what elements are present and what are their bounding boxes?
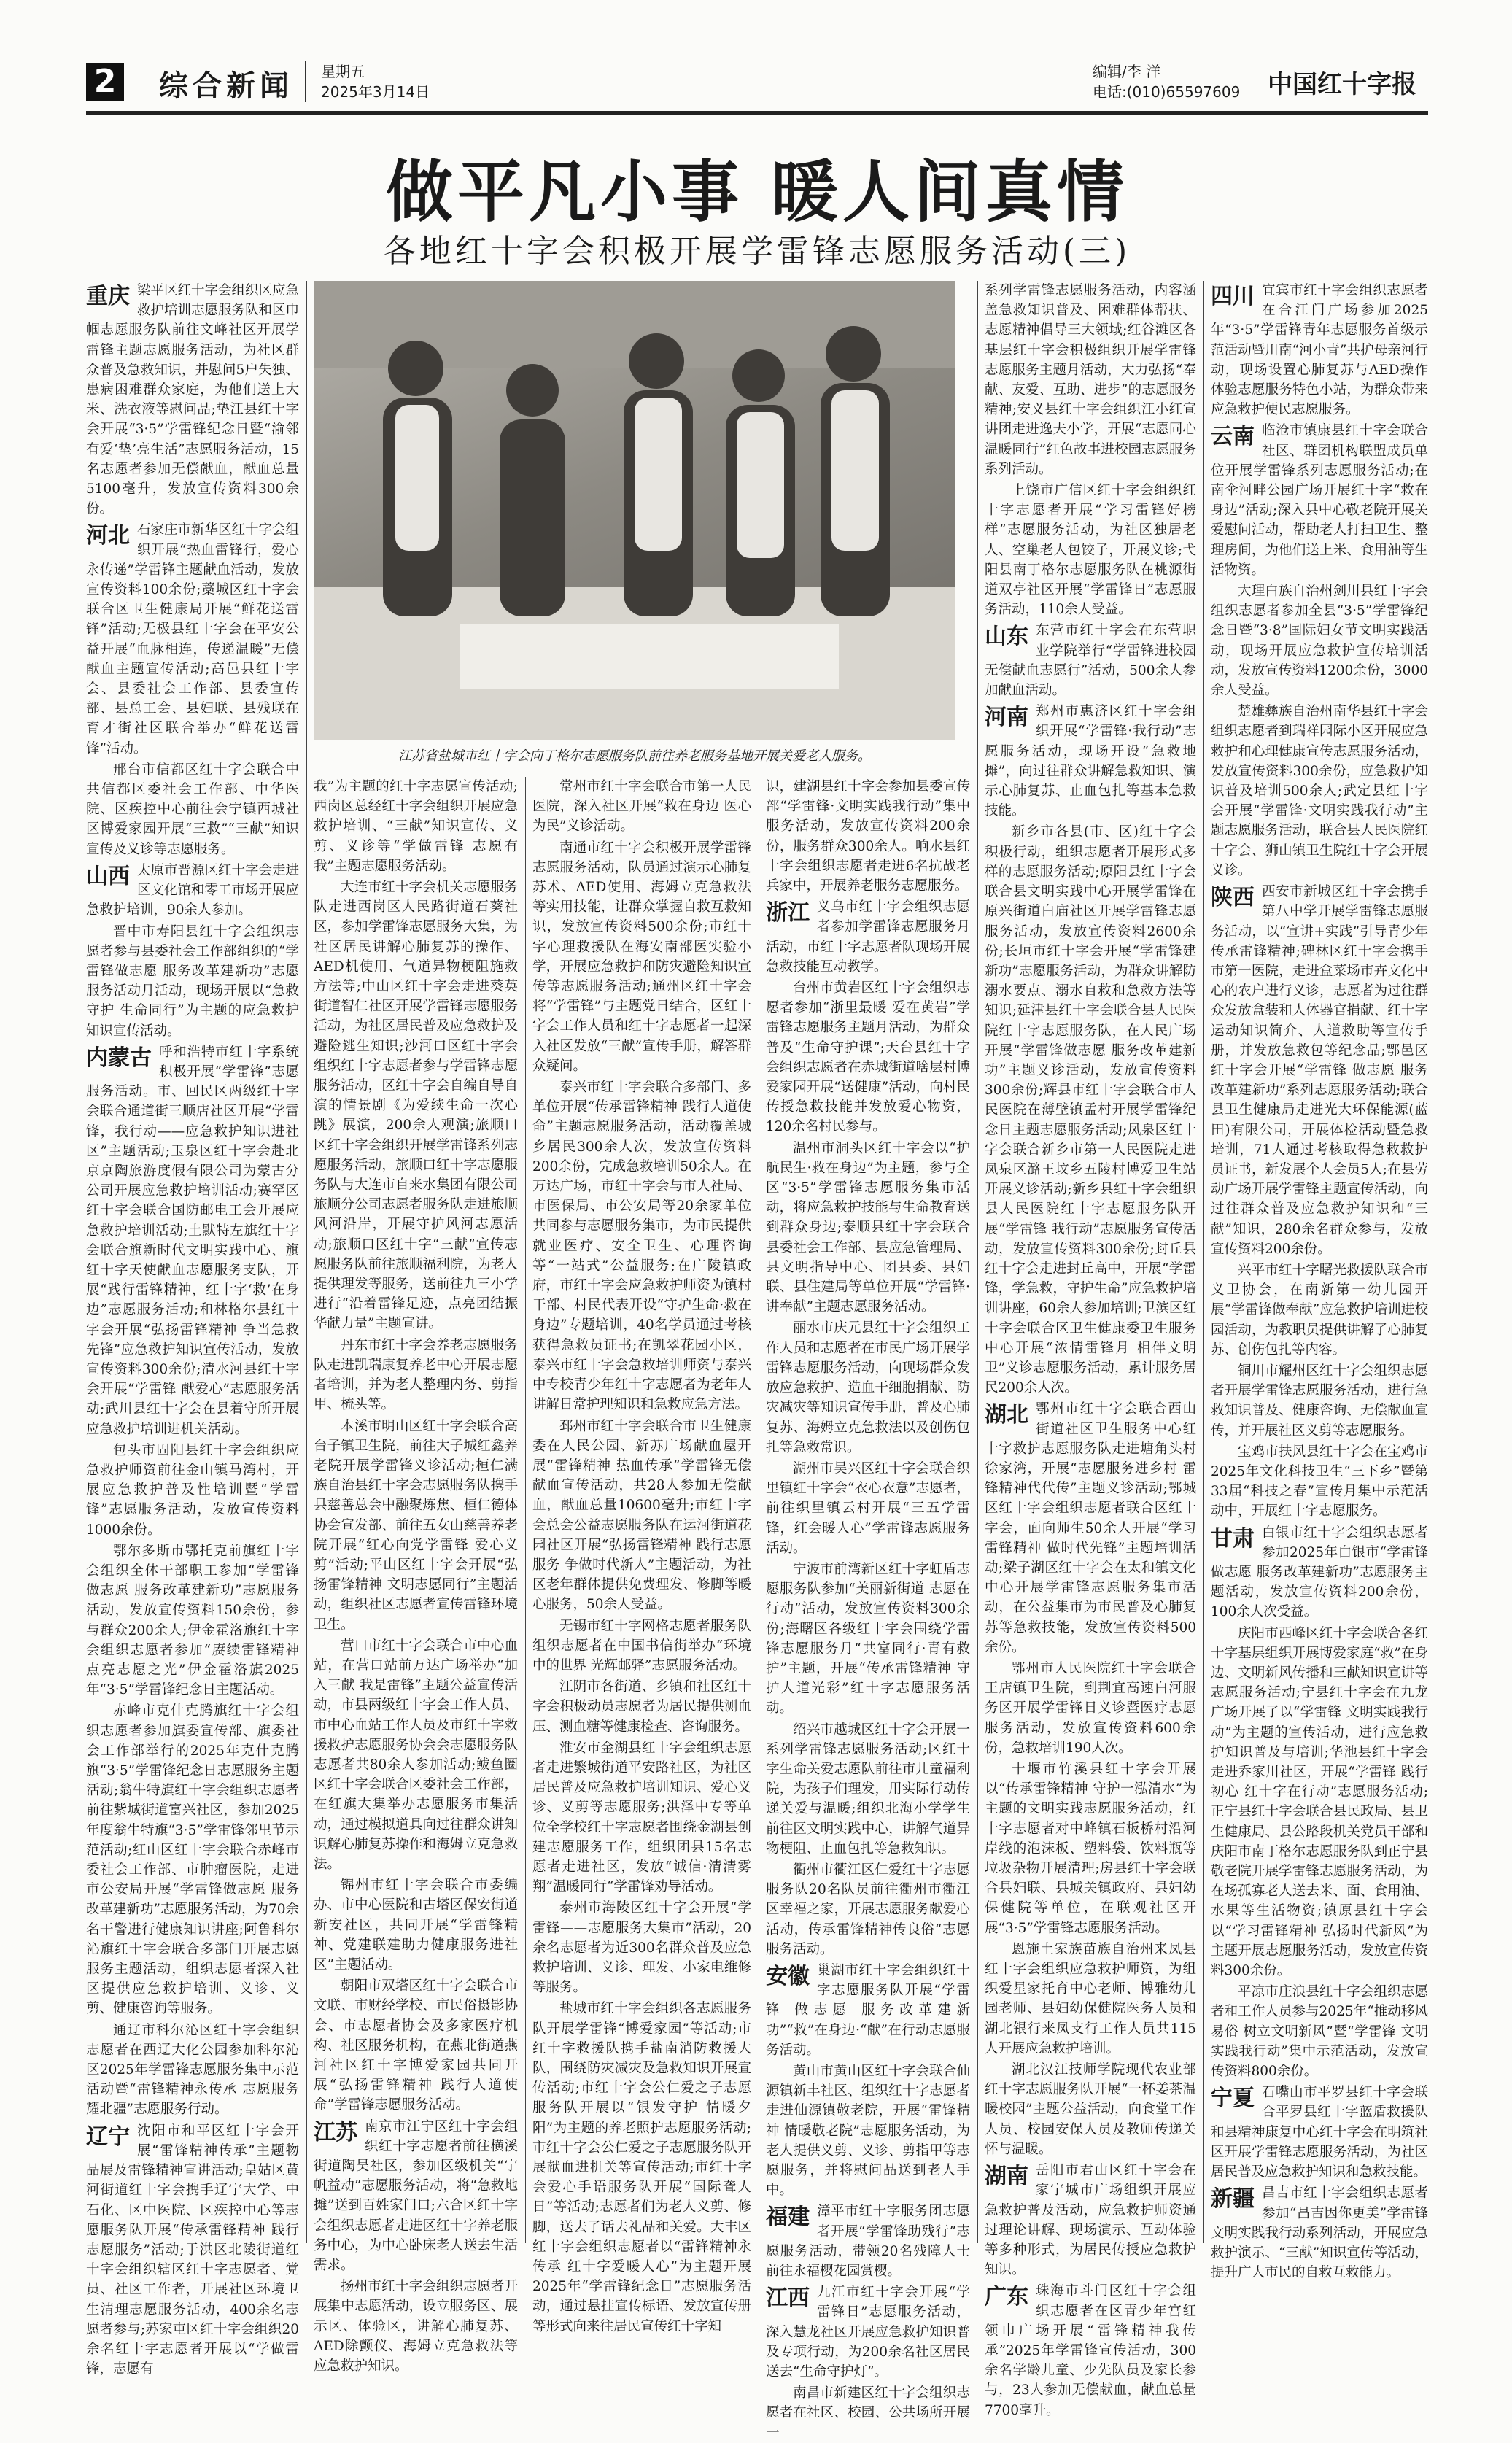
date-block <box>305 61 430 102</box>
region-neimenggu: 内蒙古 <box>86 1045 152 1071</box>
region-yunnan: 云南 <box>1211 424 1255 450</box>
phone: 电话:(010)65597609 <box>1093 83 1241 101</box>
region-chongqing: 重庆 <box>86 284 130 309</box>
region-shanxi: 山西 <box>86 863 130 889</box>
editor-block <box>1093 61 1240 102</box>
newspaper-brand: 中国红十字报 <box>1268 70 1416 99</box>
subheadline: 各地红十字会积极开展学雷锋志愿服务活动(三) <box>383 233 1131 270</box>
region-jiangxi: 江西 <box>766 2285 810 2312</box>
column-rule <box>1203 281 1204 2243</box>
editor: 编辑/李 洋 <box>1093 63 1161 80</box>
region-guangdong: 广东 <box>985 2284 1028 2310</box>
column-4: 识，建湖县红十字会参加县委宣传部“学雷锋·文明实践我行动”集中服务活动，发放宣传资料200余份，服务群众300余人。响水县红十字会组织志愿者走进6名抗战老兵家中，开展养老服务志愿服务。 浙江 义乌市红十字会组织志愿者参加学雷锋志愿服务月活动，市红十字志愿者队现场开展急救技能互动教学。 台州市黄岩区红十字会组织志愿者参加“浙里最暖 爱在黄岩”学雷锋志愿服务主题月活动，为群众普及“生命守护课”;天台县红十字会组织志愿者在赤城街道啥层村博爱家园开展“送健康”活动，向村民传授急救技能并发放爱心物资，120余名村民参与。 温州市洞头区红十字会以“护航民生·救在身边”为主题，参与全区“3·5”学雷锋志愿服务集市活动，将应急救护技能与生命教育送到群众身边;泰顺县红十字会联合县委社会工作部、县应急管理局、县文明指导中心、团县委、县妇联、县住建局等单位开展“学雷锋·讲奉献”主题志愿服务活动。 丽水市庆元县红十字会组织工作人员和志愿者在市民广场开展学雷锋志愿服务活动，向现场群众发放应急救护、造血干细胞捐献、防灾减灾等知识宣传手册，普及心肺复苏、海姆立克急救法以及创伤包扎等急救常识。 湖州市吴兴区红十字会联合织里镇红十字会“衣心衣意”志愿者，前往织里镇云村开展“三五学雷锋，红会暖人心”学雷锋志愿服务活动。 宁波市前湾新区红十字虹盾志愿服务队参加“美丽新街道 志愿在行动”活动，发放宣传资料300余份;海曙区各级红十字会围绕学雷锋志愿服务月“共富同行·青有救护”主题，开展“传承雷锋精神 守护人道光彩”红十字志愿服务活动。 绍兴市越城区红十字会开展一系列学雷锋志愿服务活动;区红十字生命关爱志愿队前往市儿童福利院，为孩子们理发，用实际行动传递关爱与温暖;组织北海小学学生前往区文明实践中心，讲解气道异物梗阻、止血包扎等急救知识。 衢州市衢江区仁爱红十字志愿服务队20名队员前往衢州市衢江区幸福之家，开展志愿服务献爱心活动，传承雷锋精神传良俗“志愿服务活动。 安徽 巢湖市红十字会组织红十字志愿服务队开展“学雷锋 做志愿 服务改革建新功”“救”在身边·“献”在行动志愿服务活动。 黄山市黄山区红十字会联合仙源镇新丰社区、组织红十字志愿者走进仙源镇敬老院，开展“雷锋精神 情暖敬老院”志愿服务活动，为老人提供义剪、义诊、剪指甲等志愿服务，并将慰问品送到老人手中。 福建 漳平市红十字服务团志愿者开展“学雷锋助残行”志愿服务活动，带领20名残障人士前往永福樱花园赏樱。 江西 九江市红十字会开展“学雷锋日”志愿服务活动，深入慧龙社区开展应急救护知识普及专项行动，为200余名社区居民送去“生命守护灯”。 南昌市新建区红十字会组织志愿者在社区、校园、公共场所开展一 <box>766 779 970 2441</box>
region-zhejiang: 浙江 <box>766 900 810 926</box>
photo-illustration <box>314 281 955 740</box>
region-hebei: 河北 <box>86 523 130 549</box>
header-rule <box>86 111 1428 115</box>
region-xinjiang: 新疆 <box>1211 2186 1255 2212</box>
column-rule <box>977 281 978 2243</box>
column-2: 我”为主题的红十字志愿宣传活动;西岗区总经红十字会组织开展应急救护培训、“三献”知识宣传、义剪、义诊等“学做雷锋 志愿有我”主题志愿服务活动。 大连市红十字会机关志愿服务队走进西岗区人民路街道石葵社区，参加学雷锋志愿服务大集，为社区居民讲解心肺复苏的操作、AED机使用、气道异物梗阻施救方法等;中山区红十字会走进葵英街道智仁社区开展学雷锋志愿服务活动，为社区居民普及应急救护及避险逃生知识;沙河口区红十字会组织红十字志愿者参与学雷锋志愿服务活动，区红十字会自编自导自演的情景剧《为爱续生命一次心跳》展演，200余人观演;旅顺口区红十字会组织开展学雷锋系列志愿服务活动，旅顺口红十字志愿服务队与大连市自来水集团有限公司旅顺分公司志愿者服务队走进旅顺风河沿岸，开展守护风河志愿活动;旅顺口区红十字“三献”宣传志愿服务队前往旅顺福利院，为老人提供理发等服务，送前往九三小学进行“沿着雷锋足迹，点亮团结振华献力量”主题宣讲。 丹东市红十字会养老志愿服务队走进凯瑞康复养老中心开展志愿者培训，并为老人整理内务、剪指甲、梳头等。 本溪市明山区红十字会联合高台子镇卫生院，前往大子城红鑫养老院开展学雷锋义诊活动;桓仁满族自治县红十字会志愿服务队携手县慈善总会中融聚炼焦、桓仁德体协会宣发部、前往五女山慈善养老院开展“红心向党学雷锋 爱心义剪”活动;平山区红十字会开展“弘扬雷锋精神 文明志愿同行”主题活动，组织社区志愿者宣传雷锋环境卫生。 营口市红十字会联合市中心血站，在营口站前万达广场举办“加入三献 我是雷锋”主题公益宣传活动，市县两级红十字会工作人员、市中心血站工作人员及市红十字救援救护志愿服务协会会志愿服务队志愿者共80余人参加活动;鲅鱼圈区红十字会联合区委社会工作部，在红旗大集举办志愿服务市集活动，通过模拟道具向过往群众讲知识解心肺复苏操作和海姆立克急救法。 锦州市红十字会联合市委编办、市中心医院和古塔区保安街道新安社区，共同开展“学雷锋精神、党建联建助力健康服务进社区”主题活动。 朝阳市双塔区红十字会联合市文联、市财经学校、市民俗摄影协会、市志愿者协会及多家医疗机构、社区服务机构，在燕北街道燕河社区红十字博爱家园共同开展“弘扬雷锋精神 践行人道使命”学雷锋志愿服务活动。 江苏 南京市江宁区红十字会组织红十字志愿者前往横溪街道陶吴社区，参加区级机关“宁帆益动”志愿服务活动，将“急救地摊”送到百姓家门口;六合区红十字会组织志愿者走进区红十字养老服务中心，为中心卧床老人送去生活需求。 扬州市红十字会组织志愿者开展集中志愿活动，设立服务区、展示区、体验区，讲解心肺复苏、AED除颤仪、海姆立克急救法等应急救护知识。 <box>314 779 518 2374</box>
region-henan: 河南 <box>985 705 1028 731</box>
weekday: 星期五 <box>321 63 365 80</box>
region-gansu: 甘肃 <box>1211 1525 1255 1552</box>
region-fujian: 福建 <box>766 2204 810 2231</box>
column-rule <box>525 777 526 2243</box>
region-sichuan: 四川 <box>1211 284 1255 309</box>
column-rule <box>306 281 307 2243</box>
region-shandong: 山东 <box>985 624 1028 650</box>
page-header <box>86 58 1428 109</box>
region-ningxia: 宁夏 <box>1211 2086 1255 2112</box>
column-1: 重庆 梁平区红十字会组织区应急救护培训志愿服务队和区巾帼志愿服务队前往文峰社区开展学雷锋主题志愿服务活动，为社区群众普及急救知识，并慰问5户失独、患病困难群众家庭，为他们送上大米、洗衣液等慰问品;垫江县红十字会开展“3·5”学雷锋纪念日暨“渝邻有爱‘垫’亮生活”志愿服务活动，15名志愿者参加无偿献血，献血总量5100毫升，发放宣传资料300余份。 河北 石家庄市新华区红十字会组织开展“热血雷锋行，爱心永传递”学雷锋主题献血活动，发放宣传资料100余份;藁城区红十字会联合区卫生健康局开展“鲜花送雷锋”活动;无极县红十字会在平安公益开展“血脉相连，传递温暖”无偿献血主题宣传活动;高邑县红十字会、县委社会工作部、县委宣传部、县总工会、县妇联、县残联在育才街社区联合举办“鲜花送雷锋”活动。 邢台市信都区红十字会联合中共信都区委社会工作部、中华医院、区疾控中心前往会宁镇西城社区博爱家园开展“三救”“三献”知识宣传及义诊等志愿服务。 山西 太原市晋源区红十字会走进区文化馆和零工市场开展应急救护培训，90余人参加。 晋中市寿阳县红十字会组织志愿者参与县委社会工作部组织的“学雷锋做志愿 服务改革建新功”志愿服务活动月活动，现场开展以“急救守护 生命同行”为主题的应急救护知识宣传活动。 内蒙古 呼和浩特市红十字系统积极开展“学雷锋”志愿服务活动。市、回民区两级红十字会联合通道街三顺店社区开展“学雷锋，我行动——应急救护知识进社区”主题活动;玉泉区红十字会赴北京京陶旅游度假有限公司为蒙古分公司开展应急救护培训活动;赛罕区红十字会联合国防邮电工会开展应急救护培训活动;土默特左旗红十字会联合旗新时代文明实践中心、旗红十字天使献血志愿服务支队，开展“践行雷锋精神，红十字‘救’在身边”志愿服务活动;和林格尔县红十字会开展“弘扬雷锋精神 争当急救先锋”应急救护知识宣传活动，发放宣传资料300余份;清水河县红十字会开展“学雷锋 献爱心”志愿服务活动;武川县红十字会在县着守所开展应急救护培训进机关活动。 包头市固阳县红十字会组织应急救护师资前往金山镇马湾村，开展应急救护普及性培训暨“学雷锋”志愿服务活动，发放宣传资料1000余份。 鄂尔多斯市鄂托克前旗红十字会组织全体干部职工参加“学雷锋 做志愿 服务改革建新功”志愿服务活动，发放宣传资料150余份，参与群众200余人;伊金霍洛旗红十字会组织志愿者参加“赓续雷锋精神 点亮志愿之光”伊金霍洛旗2025年“3·5”学雷锋纪念日主题活动。 赤峰市克什克腾旗红十字会组织志愿者参加旗委宣传部、旗委社会工作部举行的2025年克什克腾旗“3·5”学雷锋纪念日志愿服务主题活动;翁牛特旗红十字会组织志愿者前往紫城街道富兴社区，参加2025年度翁牛特旗“3·5”学雷锋邻里节示范活动;红山区红十字会联合赤峰市委社会工作部、市肿瘤医院，走进市公安局开展“学雷锋做志愿 服务改革建新功”志愿服务活动，为70余名干警进行健康知识讲座;阿鲁科尔沁旗红十字会联合多部门开展志愿服务主题活动，组织志愿者深入社区提供应急救护培训、义诊、义剪、健康咨询等服务。 通辽市科尔沁区红十字会组织志愿者在西辽大化公园参加科尔沁区2025年学雷锋志愿服务集中示范活动暨“雷锋精神永传承 志愿服务耀北疆”志愿服务行动。 辽宁 沈阳市和平区红十字会开展“雷锋精神传承”主题物品展及雷锋精神宣讲活动;皇姑区黄河街道红十字会携手辽宁大学、中石化、区中医院、区疾控中心等志愿服务队开展“传承雷锋精神 践行志愿服务”活动;于洪区北陵街道红十字会组织辖区红十字志愿者、党员、社区工作者，开展社区环境卫生清理志愿服务活动，400余名志愿者参与;苏家屯区红十字会组织20余名红十字志愿者开展以“学做雷锋，志愿有 <box>86 283 300 2377</box>
region-shaanxi: 陕西 <box>1211 885 1255 911</box>
region-hubei: 湖北 <box>985 1402 1028 1428</box>
section-title: 综合新闻 <box>159 69 293 103</box>
region-hunan: 湖南 <box>985 2164 1028 2190</box>
photo-caption: 江苏省盐城市红十字会向丁格尔志愿服务队前往养老服务基地开展关爱老人服务。 <box>398 748 871 764</box>
region-anhui: 安徽 <box>766 1963 810 1989</box>
region-jiangsu: 江苏 <box>314 2119 357 2145</box>
column-3: 常州市红十字会联合市第一人民医院，深入社区开展“救在身边 医心为民”义诊活动。 南通市红十字会积极开展学雷锋志愿服务活动，队员通过演示心肺复苏术、AED使用、海姆立克急救法等实用技能，让群众掌握自救互救知识，发放宣传资料500余份;市红十字心理救援队在海安南部医实验小学，开展应急救护和防灾避险知识宣传等志愿服务活动;通州区红十字会将“学雷锋”与主题党日结合，区红十字会工作人员和红十字志愿者一起深入社区发放“三献”宣传手册，解答群众疑问。 泰兴市红十字会联合多部门、多单位开展“传承雷锋精神 践行人道使命”主题志愿服务活动，活动覆盖城乡居民300余人次，发放宣传资料200余份，完成急救培训50余人。在万达广场，市红十字会与市人社局、市医保局、市公安局等20余家单位共同参与志愿服务集市，为市民提供就业医疗、安全卫生、心理咨询等“一站式”公益服务;在广陵镇政府，市红十字会应急救护师资为镇村干部、村民代表开设“守护生命·救在身边”专题培训，40名学员通过考核获得急救员证书;在凯翠花园小区，泰兴市红十字会急救培训师资与泰兴中专校青少年红十字志愿者为老年人讲解日常护理知识和急救应急方法。 邳州市红十字会联合市卫生健康委在人民公园、新苏广场献血屋开展“雷锋精神 热血传承”学雷锋无偿献血宣传活动，共28人参加无偿献血，献血总量10600毫升;市红十字会总会公益志愿服务队在运河街道花园社区开展“弘扬雷锋精神 践行志愿服务 争做时代新人”主题活动，为社区老年群体提供免费理发、修脚等暖心服务，50余人受益。 无锡市红十字网格志愿者服务队组织志愿者在中国书信街举办“环境中的世界 光辉邮驿”志愿服务活动。 江阴市各街道、乡镇和社区红十字会积极动员志愿者为居民提供测血压、测血糖等健康检查、咨询服务。 淮安市金湖县红十字会组织志愿者走进繁城街道平安路社区，为社区居民普及应急救护培训知识、爱心义诊、义剪等志愿服务;洪泽中专等单位全学校红十字志愿者围绕金湖县创建志愿服务工作，组织团县15名志愿者走进社区，发放“诚信·清清雾翔”温暖同行“学雷锋劝导活动。 泰州市海陵区红十字会开展“学雷锋——志愿服务大集市”活动，20余名志愿者为近300名群众普及应急救护培训、义诊、理发、小家电维修等服务。 盐城市红十字会组织各志愿服务队开展学雷锋“博爱家园”等活动;市红十字救援队携手盐南消防救援大队，围绕防灾减灾及急救知识开展宣传活动;市红十字会公仁爱之子志愿服务队开展以“银发守护 情暖夕阳”为主题的养老照护志愿服务活动;市红十字会公仁爱之子志愿服务队开展献血进机关等宣传活动;市红十字会爱心手语服务队开展“国际聋人日”等活动;志愿者们为老人义剪、修脚，送去了话去礼品和关爱。大丰区红十字会组织志愿者以“雷锋精神永传承 红十字爱暖人心”为主题开展2025年“学雷锋纪念日”志愿服务活动，通过悬挂宣传标语、发放宣传册等形式向来往居民宣传红十字知 <box>532 779 751 2334</box>
headline: 做平凡小事 暖人间真情 <box>385 152 1129 231</box>
region-liaoning: 辽宁 <box>86 2123 130 2150</box>
news-photo <box>314 281 955 740</box>
column-5: 系列学雷锋志愿服务活动，内容涵盖急救知识普及、困难群体帮扶、志愿精神倡导三大领域;红谷滩区各基层红十字会积极组织开展学雷锋志愿服务主题月活动，大力弘扬“奉献、友爱、互助、进步”的志愿服务精神;安义县红十字会组织江小红宣讲团走进逸夫小学，开展“志愿同心温暖同行”红色故事进校园志愿服务系列活动。 上饶市广信区红十字会组织红十字志愿者开展“学习雷锋好榜样”志愿服务活动，为社区独居老人、空巢老人包饺子，开展义诊;弋阳县南丁格尔志愿服务队在桃源街道双亭社区开展“学雷锋日”志愿服务活动，110余人受益。 山东 东营市红十字会在东营职业学院举行“学雷锋进校园 无偿献血志愿行”活动，500余人参加献血活动。 河南 郑州市惠济区红十字会组织开展“学雷锋·我行动”志愿服务活动，现场开设“急救地摊”，向过往群众讲解急救知识、演示心肺复苏、止血包扎等基本急救技能。 新乡市各县(市、区)红十字会积极行动，组织志愿者开展形式多样的志愿服务活动;原阳县红十字会联合县文明实践中心开展学雷锋在原兴街道白庙社区开展学雷锋志愿服务活动，发放宣传资料2600余份;长垣市红十字会开展“学雷锋建新功”志愿服务活动，为群众讲解防溺水要点、溺水自救和急救方法等知识;延津县红十字会联合县人民医院红十字志愿服务队，在人民广场开展“学雷锋做志愿 服务改革建新功”主题义诊活动，发放宣传资料300余份;辉县市红十字会联合市人民医院在薄壁镇孟村开展学雷锋纪念日主题志愿服务活动;凤泉区红十字会联合新乡市第一人民医院走进凤泉区潞王坟乡五陵村博爱卫生站开展义诊活动;新乡县红十字会组织县人民医院红十字志愿服务队开展“学雷锋 我行动”志愿服务宣传活动，发放宣传资料300余份;封丘县红十字会走进封丘高中，开展“学雷锋，学急救，守护生命”应急救护培训讲座，60余人参加培训;卫滨区红十字会联合区卫生健康委卫生服务中心开展“浓情雷锋月 相伴文明卫”义诊志愿服务活动，累计服务居民200余人次。 湖北 鄂州市红十字会联合西山街道社区卫生服务中心红十字救护志愿服务队走进塘角头村徐家湾，开展“志愿服务进乡村 雷锋精神代代传”主题义诊活动;鄂城区红十字会组织志愿者联合区红十字会，面向师生50余人开展“学习雷锋精神 做时代先锋”主题培训活动;梁子湖区红十字会在太和镇文化中心开展学雷锋志愿服务集市活动，在公益集市为市民普及心肺复苏等急救技能，发放宣传资料500余份。 鄂州市人民医院红十字会联合王店镇卫生院，到荆宜高速白河服务区开展学雷锋日义诊暨医疗志愿服务活动，发放宣传资料600余份，急救培训190人次。 十堰市竹溪县红十字会开展以“传承雷锋精神 守护一泓清水”为主题的文明实践志愿服务活动，红十字志愿者对中峰镇石板桥村沿河岸线的泡沫板、塑料袋、饮料瓶等垃圾杂物开展清理;房县红十字会联合县妇联、县城关镇政府、县妇幼保健院等单位，在联观社区开展“3·5”学雷锋志愿服务活动。 恩施土家族苗族自治州来凤县红十字会组织应急救护师资，为组织爱星家托育中心老师、博雅幼儿园老师、县妇幼保健院医务人员和湖北银行来凤支行工作人员共115人开展应急救护培训。 湖北汉江技师学院现代农业部红十字志愿服务队开展“一杯姜茶温暖校园”主题公益活动，向食堂工作人员、校园安保人员及教师传递关怀与温暖。 湖南 岳阳市君山区红十字会在家宁城市广场组织开展应急救护普及活动，应急救护师资通过理论讲解、现场演示、互动体验等多种形式，为居民传授应急救护知识。 广东 珠海市斗门区红十字会组织志愿者在区青少年宫红领巾广场开展“雷锋精神我传承”2025年学雷锋宣传活动，300余名学龄儿童、少先队员及家长参与，23人参加无偿献血，献血总量7700毫升。 <box>985 283 1196 2418</box>
issue-date: 2025年3月14日 <box>321 83 430 101</box>
column-6: 四川 宜宾市红十字会组织志愿者在合江门广场参加2025年“3·5”学雷锋青年志愿服务首级示范活动暨川南“河小青”共护母亲河行动，现场设置心肺复苏与AED操作体验志愿服务特色小站，为群众带来应急救护便民志愿服务。 云南 临沧市镇康县红十字会联合社区、群团机构联盟成员单位开展学雷锋系列志愿服务活动;在南伞河畔公园广场开展红十字“救在身边”活动;深入县中心敬老院开展关爱慰问活动，帮助老人打扫卫生、整理房间，为他们送上米、食用油等生活物资。 大理白族自治州剑川县红十字会组织志愿者参加全县“3·5”学雷锋纪念日暨“3·8”国际妇女节文明实践活动，现场开展应急救护宣传培训活动，发放宣传资料1200余份，3000余人受益。 楚雄彝族自治州南华县红十字会组织志愿者到瑞祥园际小区开展应急救护和心理健康宣传志愿服务活动，发放宣传资料300余份，应急救护知识普及培训500余人;武定县红十字会开展“学雷锋·文明实践我行动”主题志愿服务活动，联合县人民医院红十字会、狮山镇卫生院红十字会开展义诊。 陕西 西安市新城区红十字会携手第八中学开展学雷锋志愿服务活动，以“宣讲+实践”引导青少年传承雷锋精神;碑林区红十字会携手市第一医院，走进盒菜场市卉文化中心的农户进行义诊，志愿者为过往群众发放盒装和人体器官捐献、红十字运动知识简介、人道救助等宣传手册，并发放急救包等纪念品;鄂邑区红十字会开展“学雷锋 做志愿 服务改革建新功”系列志愿服务活动;联合县卫生健康局走进光大环保能源(蓝田)有限公司，开展体检活动暨急救培训，71人通过考核取得急救救护员证书，新发展个人会员5人;在县劳动广场开展学雷锋主题宣传活动，向过往群众普及应急救护知识和“三献”知识，280余名群众参与，发放宣传资料200余份。 兴平市红十字曙光救援队联合市义卫协会，在南新第一幼儿园开展“学雷锋做奉献”应急救护培训进校园活动，为教职员提供讲解了心肺复苏、创伤包扎等内容。 铜川市耀州区红十字会组织志愿者开展学雷锋志愿服务活动，进行急救知识普及、健康咨询、无偿献血宣传，并开展社区义剪等志愿服务。 宝鸡市扶风县红十字会在宝鸡市2025年文化科技卫生“三下乡”暨第33届“科技之春”宣传月集中示范活动中，开展红十字志愿服务。 甘肃 白银市红十字会组织志愿者参加2025年白银市“学雷锋 做志愿 服务改革建新功”志愿服务主题活动，发放宣传资料200余份，100余人次受益。 庆阳市西峰区红十字会联合各红十字基层组织开展博爱家庭“救”在身边、文明新风传播和三献知识宣讲等志愿服务活动;宁县红十字会在九龙广场开展了以“学雷锋 文明实践我行动”为主题的宣传活动，进行应急救护知识普及与培训;华池县红十字会走进乔家川社区，开展“学雷锋 践行初心 红十字在行动”志愿服务活动;正宁县红十字会联合县民政局、县卫生健康局、县公路段机关党员干部和庆阳市南丁格尔志愿服务队到正宁县敬老院开展学雷锋志愿服务活动，为在场孤寡老人送去米、面、食用油、水果等生活物资;镇原县红十字会以“学习雷锋精神 弘扬时代新风”为主题开展志愿服务活动，发放宣传资料300余份。 平凉市庄浪县红十字会组织志愿者和工作人员参与2025年“推动移风易俗 树立文明新风”暨“学雷锋 文明实践我行动”集中示范活动，发放宣传资料800余份。 宁夏 石嘴山市平罗县红十字会联合平罗县红十字蓝盾救援队和县精神康复中心红十字会在明筑社区开展学雷锋志愿服务活动，为社区居民普及应急救护知识和急救技能。 新疆 昌吉市红十字会组织志愿者参加“昌吉因你更美”学雷锋文明实践我行动系列活动，开展应急救护演示、“三献”知识宣传等活动，提升广大市民的自救互救能力。 <box>1211 283 1428 2281</box>
page-number: 2 <box>86 63 124 101</box>
